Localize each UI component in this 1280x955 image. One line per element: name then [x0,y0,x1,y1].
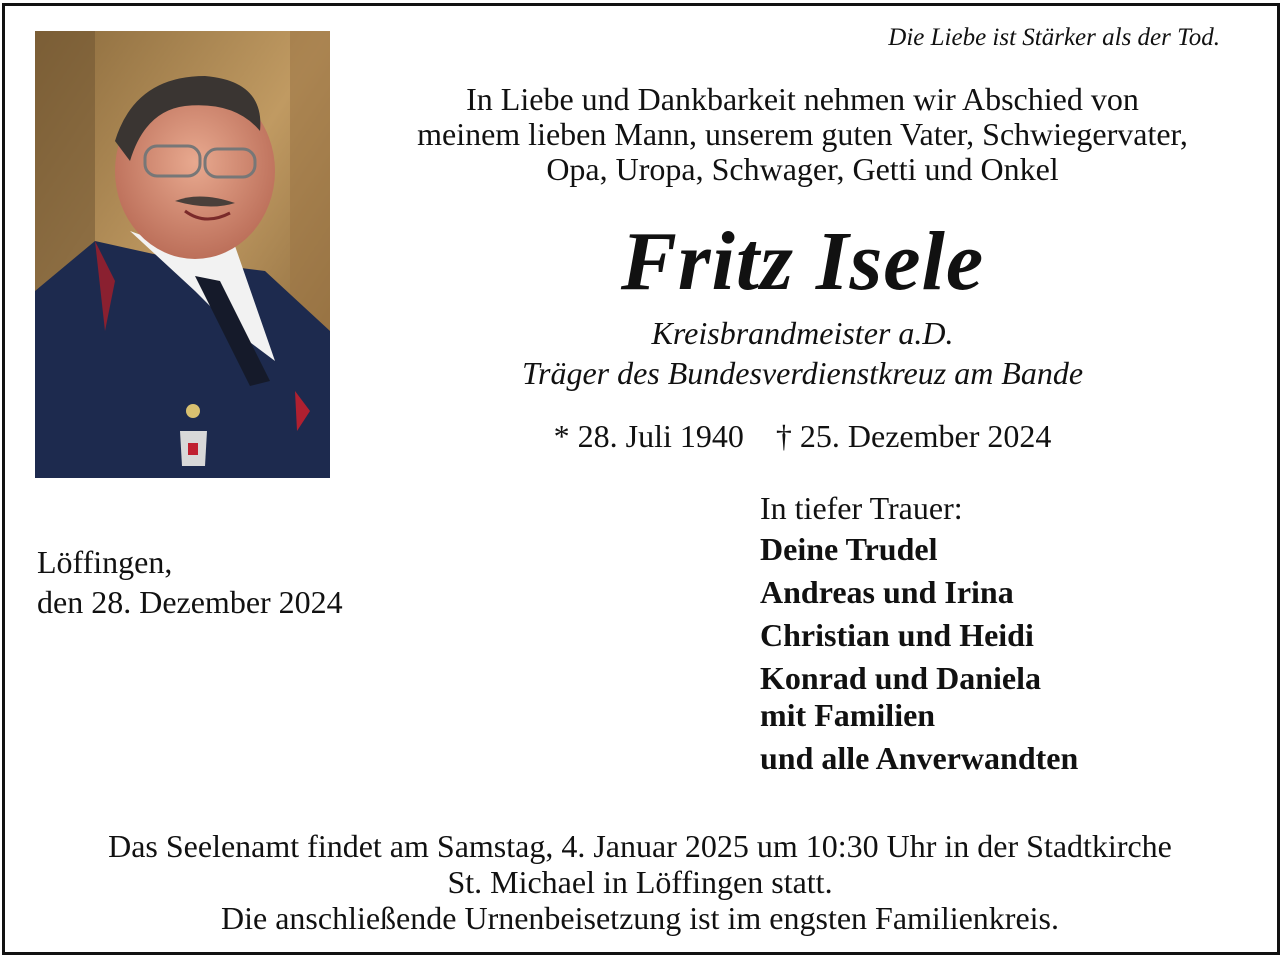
motto: Die Liebe ist Stärker als der Tod. [888,24,1220,51]
mourner-name: Christian und Heidi [760,617,1034,653]
service-line: Das Seelenamt findet am Samstag, 4. Januar 2025 um 10:30 Uhr in der Stadtkirche [108,828,1172,864]
deceased-name: Fritz Isele [620,215,985,308]
service-line: St. Michael in Löffingen statt. [447,864,833,900]
place-date [37,542,343,622]
mourner-name: Konrad und Daniela [760,660,1041,696]
title-line: Träger des Bundesverdienstkreuz am Bande [521,355,1084,391]
service-info [20,828,1260,936]
mourner-name: und alle Anverwandten [760,740,1079,776]
date-line: den 28. Dezember 2024 [37,584,343,620]
intro-line: In Liebe und Dankbarkeit nehmen wir Abschied von [466,81,1139,117]
title-line: Kreisbrandmeister a.D. [651,315,954,351]
mourner-name: Deine Trudel [760,531,938,567]
mourner-name: mit Familien [760,697,936,733]
intro-text [355,82,1250,187]
birth-date: * 28. Juli 1940 [553,418,744,454]
portrait-photo [35,31,330,478]
honorific-titles [355,313,1250,393]
mourners-list [760,490,1078,783]
service-line: Die anschließende Urnenbeisetzung ist im engsten Familienkreis. [221,900,1059,936]
intro-line: Opa, Uropa, Schwager, Getti und Onkel [546,151,1059,187]
death-date: † 25. Dezember 2024 [775,418,1052,454]
place-line: Löffingen, [37,544,173,580]
intro-line: meinem lieben Mann, unserem guten Vater, Schwiegervater, [417,116,1188,152]
life-dates [355,416,1250,456]
mourners-lead: In tiefer Trauer: [760,490,963,526]
mourner-name: Andreas und Irina [760,574,1014,610]
